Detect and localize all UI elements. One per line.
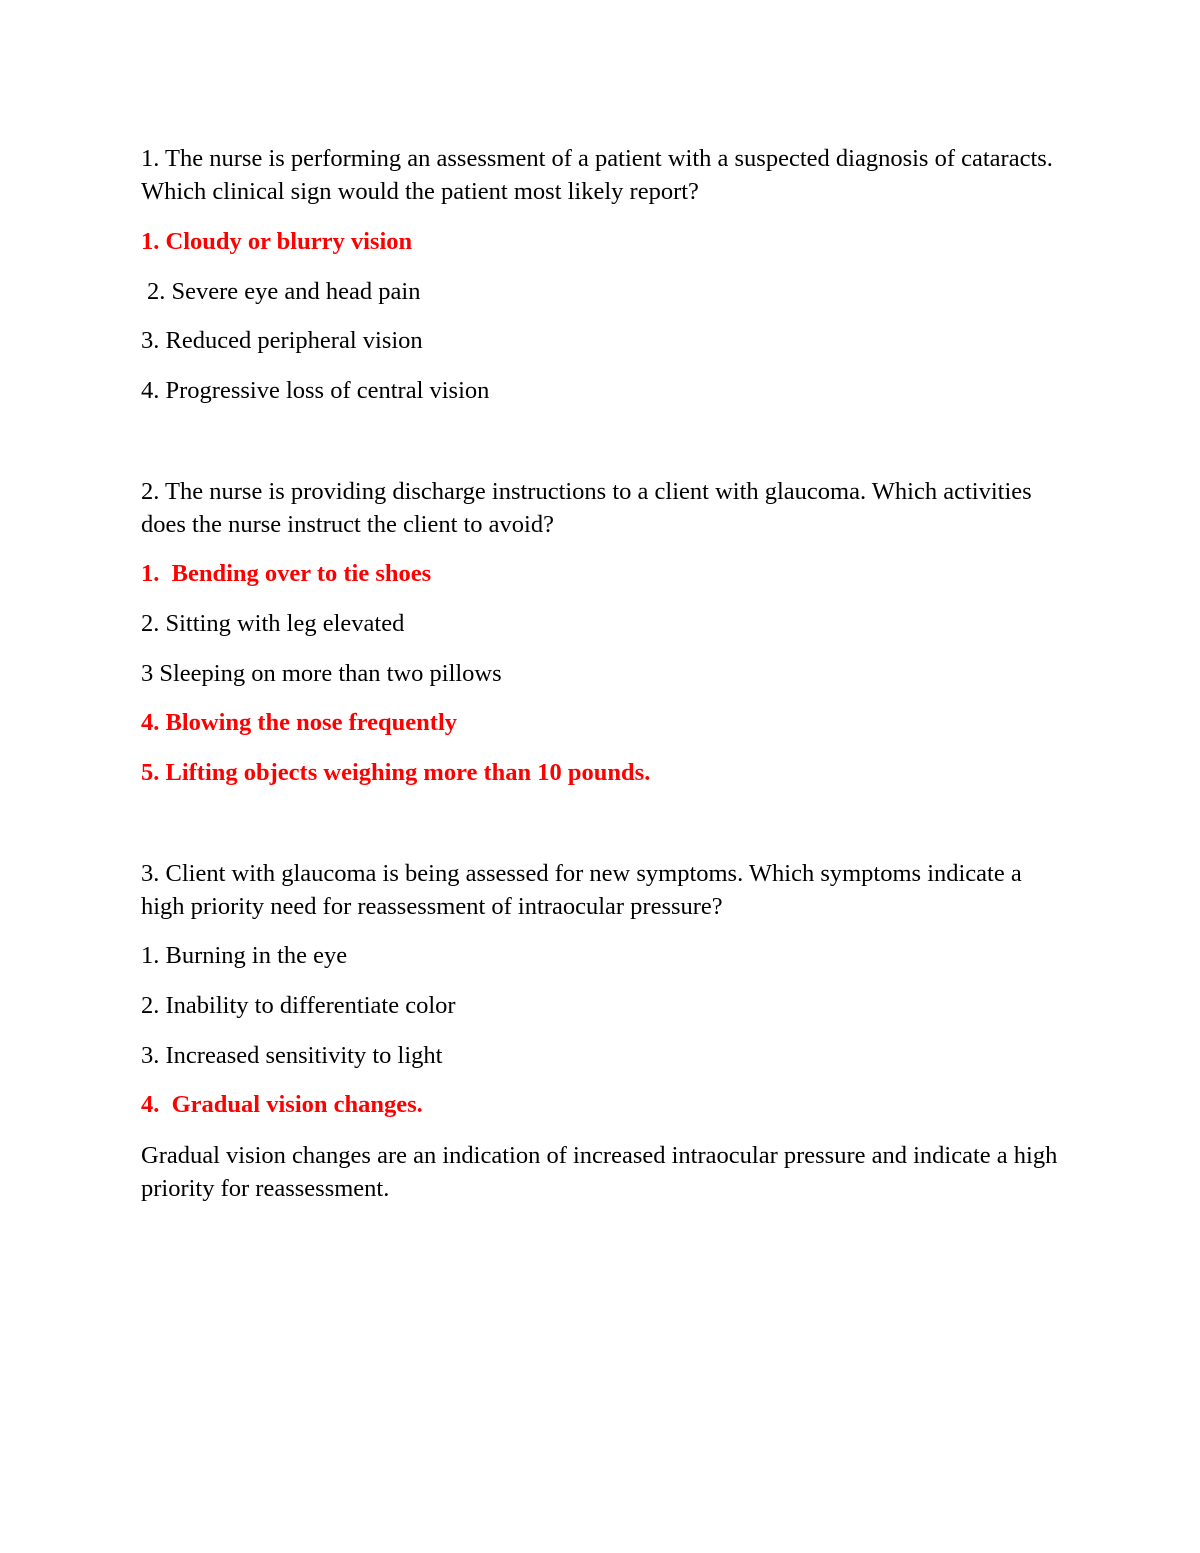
question-3-option-1: 1. Burning in the eye <box>141 942 348 969</box>
question-2-stem: 2. The nurse is providing discharge instructions to a client with glaucoma. Which activities does the nurse instruct the client to avoid? <box>141 478 1032 538</box>
question-3-option-2: 2. Inability to differentiate color <box>141 992 456 1019</box>
question-1-option-2: 2. Severe eye and head pain <box>147 278 421 305</box>
question-2-option-3: 3 Sleeping on more than two pillows <box>141 660 502 687</box>
question-2-option-1: 1. Bending over to tie shoes <box>141 560 432 587</box>
question-3-option-3: 3. Increased sensitivity to light <box>141 1042 443 1069</box>
question-2-option-4: 4. Blowing the nose frequently <box>141 709 458 736</box>
question-1-option-3: 3. Reduced peripheral vision <box>141 327 423 354</box>
question-3-stem: 3. Client with glaucoma is being assessed for new symptoms. Which symptoms indicate a high priority need for reassessment of intraocular pressure? <box>141 860 1022 920</box>
question-3-option-4: 4. Gradual vision changes. <box>141 1091 423 1118</box>
question-1-stem: 1. The nurse is performing an assessment of a patient with a suspected diagnosis of cataracts. Which clinical sign would the patient most likely report? <box>141 145 1053 205</box>
question-2-option-5: 5. Lifting objects weighing more than 10 pounds. <box>141 759 651 786</box>
question-1-option-1: 1. Cloudy or blurry vision <box>141 228 413 255</box>
question-1-option-4: 4. Progressive loss of central vision <box>141 377 490 404</box>
question-3-rationale: Gradual vision changes are an indication of increased intraocular pressure and indicate a high priority for reassessment. <box>141 1142 1058 1202</box>
question-2-option-2: 2. Sitting with leg elevated <box>141 610 405 637</box>
